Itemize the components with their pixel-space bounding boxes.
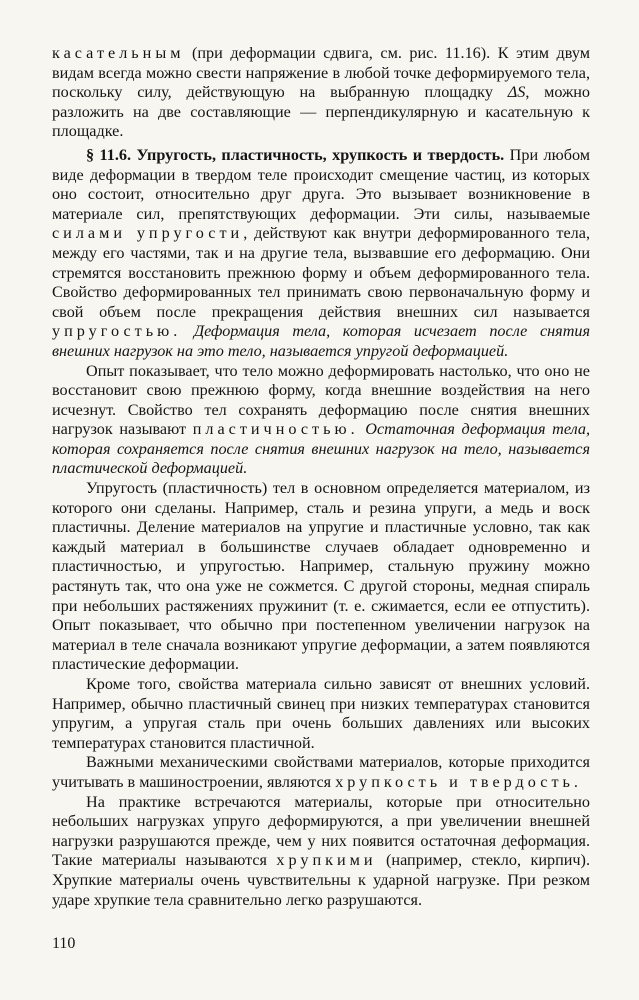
paragraph-7: [52, 793, 590, 911]
paragraph-3: [52, 362, 590, 480]
definition: Деформация тела, которая исчезает после снятия внешних нагрузок на это тело, называется упругой деформацией.: [52, 322, 590, 360]
page-number: 110: [52, 935, 76, 952]
text-run: , действуют как внутри деформированного тела, между его частями, так и на другие тела, вызвавшие его деформацию. Они стремятся восстановить прежнюю форму и объем деформированного тела. Свойство деформированных тел принимать свою первоначальную форму и свой объем после прекращения действия внешних сил называется: [52, 224, 590, 321]
text-run: (например, стекло, кирпич). Хрупкие материалы очень чувствительны к ударной нагрузке. При резком ударе хрупкие тела сравнительно легко разрушаются.: [52, 851, 590, 909]
text-run: Важными механическими свойствами материалов, которые приходится учитывать в машиностроении, являются: [52, 753, 590, 791]
text-run: Опыт показывает, что тело можно деформировать настолько, что оно не восстановит свою прежнюю форму, когда внешние воздействия на него исчезнут. Свойство тел сохранять деформацию после снятия внешних нагрузок называют: [52, 361, 590, 439]
text-run: , можно разложить на две составляющие — перпендикулярную и касательную к площадке.: [52, 83, 591, 141]
definition: Остаточная деформация тела, которая сохраняется после снятия внешних нагрузок на тело, называется пластической деформацией.: [52, 420, 591, 478]
paragraph-4: Упругость (пластичность) тел в основном определяется материалом, из которого они сделаны. Например, сталь и резина упруги, а медь и воск пластичны. Деление материалов на упругие и пластичные условно, так как каждый материал в большинстве случаев обладает одновременно и пластичностью, и упругостью. Например, стальную пружину можно растянуть так, что она уже не сожмется. С другой стороны, медная спираль при небольших растяжениях пружинит (т. е. сжимается, если ее отпустить). Опыт показывает, что обычно при постепенном увеличении нагрузок на материал в теле сначала возникают упругие деформации, а затем появляются пластические деформации.: [52, 479, 590, 674]
formula-symbol: ΔS: [507, 83, 526, 102]
paragraph-2: [52, 146, 590, 362]
spaced-term: касательным: [52, 44, 185, 62]
spaced-term: пластичностью.: [192, 420, 359, 439]
text-run: На практике встречаются материалы, которые при относительно небольших нагрузках упруго деформируются, а при увеличении внешней нагрузки разрушаются прежде, чем у них появится остаточная деформация. Такие материалы называются: [52, 792, 590, 870]
text-run: (при деформации сдвига, см. рис. 11.16). К этим двум видам всегда можно свести напряжение в любой точке деформируемого тела, поскольку силу, действующую на выбранную площадку: [52, 44, 590, 102]
spaced-term: хрупкость и твердость.: [335, 772, 582, 791]
spaced-term: хрупкими: [276, 851, 377, 870]
spaced-term: силами упругости: [52, 224, 244, 243]
section-heading: § 11.6. Упругость, пластичность, хрупкость и твердость.: [86, 145, 505, 164]
spaced-term: упругостью.: [52, 322, 182, 341]
paragraph-6: [52, 753, 590, 792]
page-body: [52, 44, 590, 910]
paragraph-1: [52, 44, 590, 142]
text-run: При любом виде деформации в твердом теле происходит смещение частиц, из которых оно состоит, относительно друг друга. Это вызывает возникновение в материале сил, препятствующих деформации. Эти силы, называемые: [52, 145, 590, 223]
paragraph-5: Кроме того, свойства материала сильно зависят от внешних условий. Например, обычно пластичный свинец при низких температурах становится упругим, а упругая сталь при очень больших давлениях или высоких температурах становится пластичной.: [52, 675, 590, 752]
